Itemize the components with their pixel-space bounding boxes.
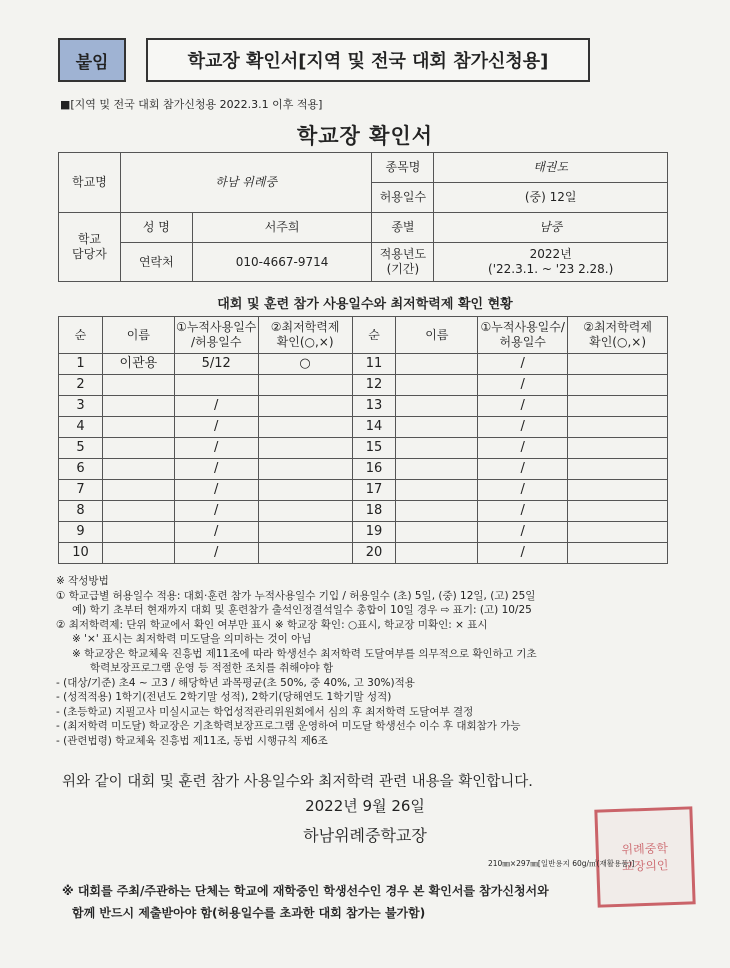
table-cell: /	[174, 501, 258, 522]
info-table	[58, 152, 668, 282]
table-row	[59, 375, 668, 396]
table-cell	[258, 375, 352, 396]
paper-spec: 210㎜×297㎜[일반용지 60g/㎡(재활용품)]	[488, 859, 635, 868]
table-cell: 2	[59, 375, 103, 396]
table-cell	[102, 522, 174, 543]
table-cell	[568, 438, 668, 459]
table-cell: ○	[258, 354, 352, 375]
note-2: ② 최저학력제: 단위 학교에서 확인 여부만 표시 ※ 학교장 확인: ○표시, 학교장 미확인: × 표시	[56, 618, 488, 631]
table-cell: 9	[59, 522, 103, 543]
table-cell: /	[478, 396, 568, 417]
table-cell	[568, 417, 668, 438]
main-title: 학교장 확인서	[296, 124, 434, 148]
days-label: 허용일수	[372, 183, 434, 213]
table-cell: /	[478, 375, 568, 396]
column-header: 순	[352, 317, 396, 354]
table-row	[59, 354, 668, 375]
table-cell	[102, 480, 174, 501]
table-cell: /	[174, 438, 258, 459]
attachment-badge: 붙임	[58, 38, 126, 82]
table-cell: /	[478, 522, 568, 543]
table-cell	[396, 480, 478, 501]
table-cell	[258, 501, 352, 522]
table-cell: /	[478, 543, 568, 564]
note-4b: 학력보장프로그램 운영 등 적절한 조치를 취해야야 함	[90, 662, 334, 674]
seal-text: 위례중학 교장의인	[621, 841, 669, 874]
table-cell: 20	[352, 543, 396, 564]
table-cell: /	[174, 459, 258, 480]
table-row	[59, 480, 668, 501]
school-value: 하남 위례중	[120, 153, 372, 213]
table-cell	[568, 522, 668, 543]
submission-note-line-1: ※ 대회를 주최/주관하는 단체는 학교에 재학중인 학생선수인 경우 본 확인서를 참가신청서와	[62, 884, 549, 898]
note-1a: ① 학교급별 허용일수 적용: 대회·훈련 참가 누적사용일수 기입 / 허용일수 (초) 5일, (중) 12일, (고) 25일	[56, 589, 536, 602]
column-header: 순	[59, 317, 103, 354]
table-cell	[396, 522, 478, 543]
table-cell	[568, 480, 668, 501]
name-value: 서주희	[192, 213, 372, 243]
table-row	[59, 543, 668, 564]
school-label: 학교명	[59, 153, 121, 213]
table-cell: 7	[59, 480, 103, 501]
table-cell	[396, 417, 478, 438]
table-cell: 4	[59, 417, 103, 438]
table-cell	[258, 522, 352, 543]
table-cell	[568, 375, 668, 396]
table-cell	[568, 501, 668, 522]
days-value: (중) 12일	[434, 183, 668, 213]
column-header: ①누적사용일수/ 허용일수	[478, 317, 568, 354]
table-cell	[258, 417, 352, 438]
table-cell: /	[478, 354, 568, 375]
submission-note-line-2: 함께 반드시 제출받아야 함(허용일수를 초과한 대회 참가는 불가함)	[72, 906, 426, 920]
notes-heading: ※ 작성방법	[56, 575, 109, 587]
principal-name: 하남위례중학교장	[303, 826, 427, 845]
table-cell: 5	[59, 438, 103, 459]
header-title: 학교장 확인서[지역 및 전국 대회 참가신청용]	[146, 38, 590, 82]
table-cell: 15	[352, 438, 396, 459]
table-cell	[396, 501, 478, 522]
confirmation-statement: 위와 같이 대회 및 훈련 참가 사용일수와 최저학력 관련 내용을 확인합니다.	[62, 774, 533, 790]
column-header: 이름	[102, 317, 174, 354]
table-cell: /	[174, 480, 258, 501]
note-4a: ※ 학교장은 학교체육 진흥법 제11조에 따라 학생선수 최저학력 도달여부를 의무적으로 확인하고 기초	[72, 647, 537, 660]
table-cell: 17	[352, 480, 396, 501]
table-cell	[396, 375, 478, 396]
sport-value: 태권도	[434, 153, 668, 183]
table-cell	[396, 543, 478, 564]
table-cell	[396, 354, 478, 375]
phone-value: 010-4667-9714	[192, 243, 372, 282]
table-cell	[174, 375, 258, 396]
table-cell: /	[174, 522, 258, 543]
table-cell: /	[478, 417, 568, 438]
table-cell: 이관용	[102, 354, 174, 375]
note-8: - (최저학력 미도달) 학교장은 기초학력보장프로그램 운영하여 미도달 학생선수 이수 후 대회참가 가능	[56, 720, 521, 732]
table-cell: /	[174, 543, 258, 564]
table-cell: 16	[352, 459, 396, 480]
column-header: ②최저학력제 확인(○,×)	[258, 317, 352, 354]
table-cell	[396, 396, 478, 417]
issue-date: 2022년 9월 26일	[305, 797, 425, 815]
name-label: 성 명	[120, 213, 192, 243]
table-cell: 1	[59, 354, 103, 375]
table-cell: 3	[59, 396, 103, 417]
table-cell: /	[174, 417, 258, 438]
note-5: - (대상/기준) 초4 ~ 고3 / 해당학년 과목평균(초 50%, 중 40%, 고 30%)적용	[56, 676, 415, 689]
instructions	[56, 574, 686, 748]
contact-label: 학교 담당자	[59, 213, 121, 282]
table-cell: 5/12	[174, 354, 258, 375]
table-cell: 18	[352, 501, 396, 522]
column-header: ②최저학력제 확인(○,×)	[568, 317, 668, 354]
table-cell	[396, 459, 478, 480]
table-cell	[258, 396, 352, 417]
table-cell	[568, 396, 668, 417]
section-title: 대회 및 훈련 참가 사용일수와 최저학력제 확인 현황	[217, 297, 513, 312]
note-1b: 예) 학기 초부터 현재까지 대회 및 훈련참가 출석인정결석일수 총합이 10일 경우 ⇨ 표기: (고) 10/25	[72, 604, 532, 616]
table-cell	[102, 375, 174, 396]
table-cell	[568, 459, 668, 480]
table-cell: 13	[352, 396, 396, 417]
note-6: - (성적적용) 1학기(전년도 2학기말 성적), 2학기(당해연도 1학기말 성적)	[56, 691, 392, 703]
table-cell	[258, 543, 352, 564]
type-label: 종별	[372, 213, 434, 243]
year-value: 2022년 ('22.3.1. ~ '23 2.28.)	[434, 243, 668, 282]
submission-note	[62, 880, 702, 924]
table-cell: /	[478, 480, 568, 501]
table-row	[59, 522, 668, 543]
note-7: - (초등학교) 지필고사 미실시교는 학업성적관리위원회에서 심의 후 최저학력 도달여부 결정	[56, 705, 474, 718]
column-header: 이름	[396, 317, 478, 354]
table-row	[59, 459, 668, 480]
table-cell	[102, 501, 174, 522]
subtitle: ■[지역 및 전국 대회 참가신청용 2022.3.1 이후 적용]	[60, 98, 323, 111]
table-row	[59, 417, 668, 438]
table-cell	[102, 438, 174, 459]
table-row	[59, 438, 668, 459]
table-cell	[102, 543, 174, 564]
table-cell: 12	[352, 375, 396, 396]
table-cell: 6	[59, 459, 103, 480]
note-9: - (관련법령) 학교체육 진흥법 제11조, 동법 시행규칙 제6조	[56, 734, 328, 747]
status-table	[58, 316, 668, 564]
year-label: 적용년도 (기간)	[372, 243, 434, 282]
table-row	[59, 501, 668, 522]
sport-label: 종목명	[372, 153, 434, 183]
table-cell	[258, 438, 352, 459]
table-row	[59, 396, 668, 417]
table-cell: 10	[59, 543, 103, 564]
type-value: 남중	[434, 213, 668, 243]
note-3: ※ '×' 표시는 최저학력 미도달을 의미하는 것이 아님	[72, 633, 312, 645]
phone-label: 연락처	[120, 243, 192, 282]
table-cell	[396, 438, 478, 459]
table-cell	[258, 480, 352, 501]
table-cell: 8	[59, 501, 103, 522]
table-cell	[102, 396, 174, 417]
table-cell	[568, 543, 668, 564]
table-cell: /	[478, 501, 568, 522]
table-cell: /	[478, 459, 568, 480]
table-cell: /	[478, 438, 568, 459]
table-cell	[258, 459, 352, 480]
document-header	[58, 38, 590, 82]
table-cell: 19	[352, 522, 396, 543]
table-cell: /	[174, 396, 258, 417]
table-cell: 11	[352, 354, 396, 375]
column-header: ①누적사용일수 /허용일수	[174, 317, 258, 354]
table-cell	[102, 417, 174, 438]
table-cell	[568, 354, 668, 375]
table-cell: 14	[352, 417, 396, 438]
table-cell	[102, 459, 174, 480]
